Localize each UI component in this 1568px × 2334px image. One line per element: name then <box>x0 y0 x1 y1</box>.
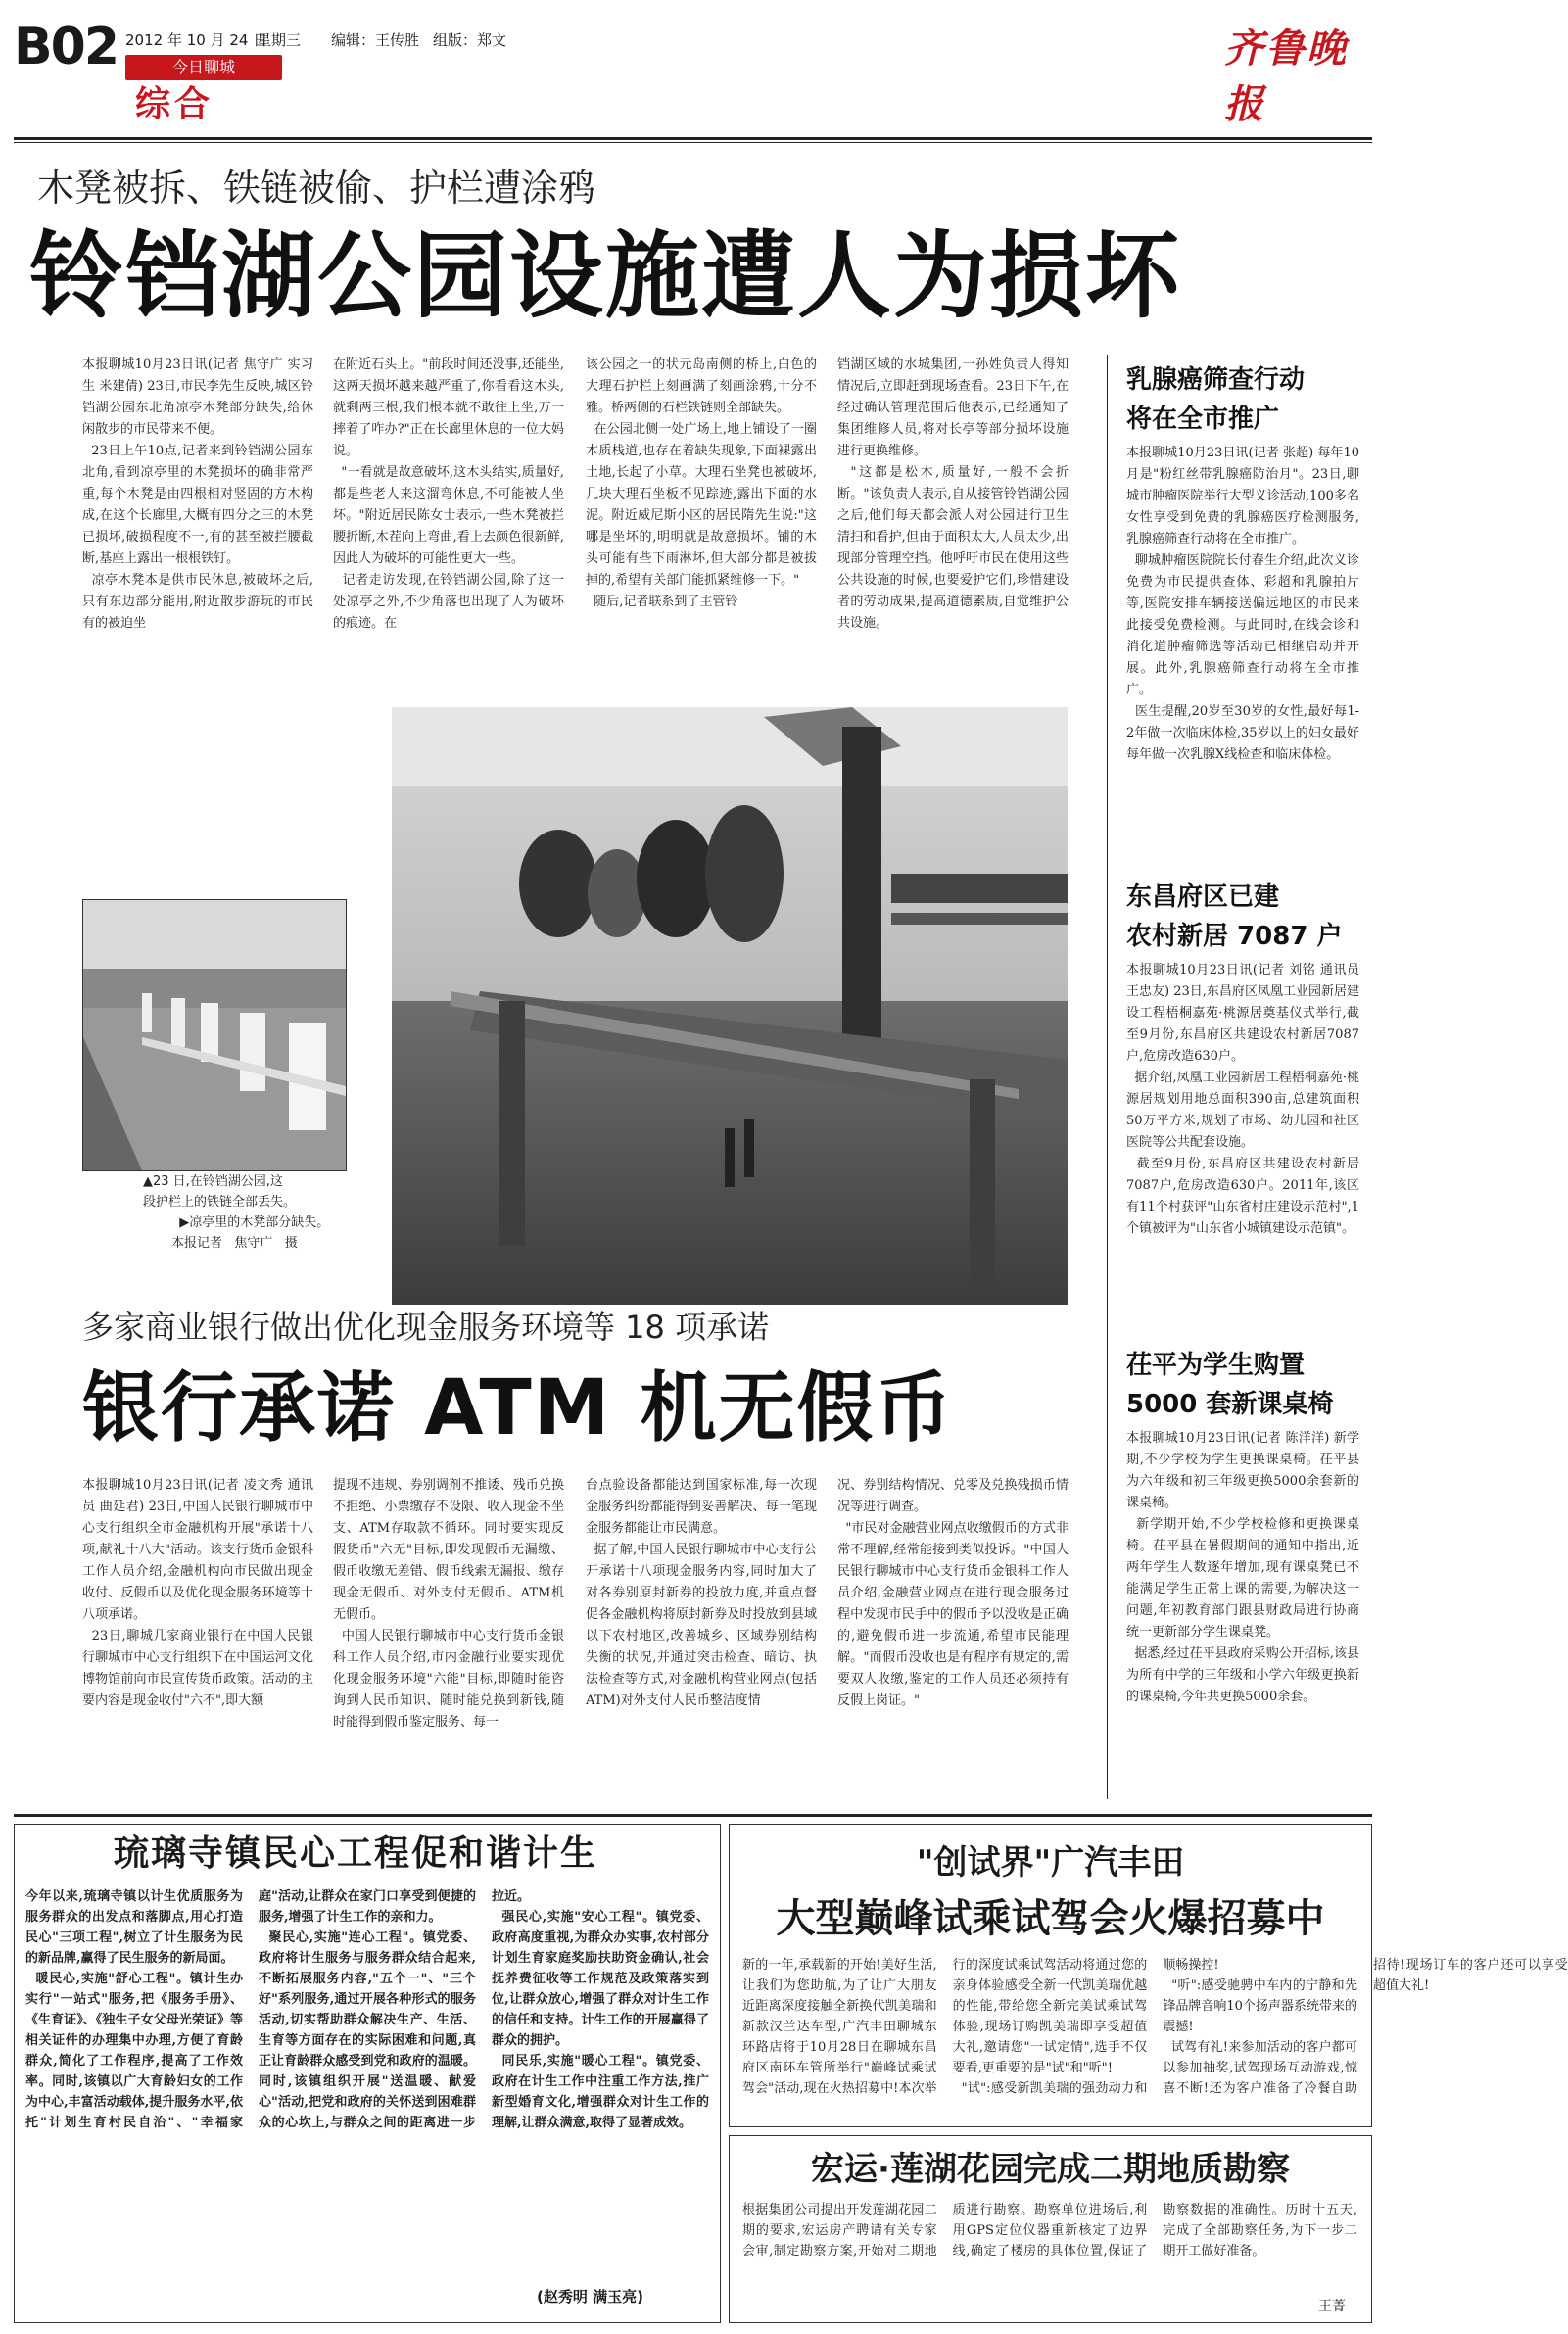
sidebar-body-3: 本报聊城10月23日讯(记者 陈洋洋) 新学期,不少学校为学生更换课桌椅。茌平县为六年级和初三年级更换5000余套新的课桌椅。 新学期开始,不少学校检修和更换课桌椅。茌平县在暑假期间的通知中指出,近两年学生人数逐年增加,现有课桌凳已不能满足学生正常上课的需要,为解决这一问题,年初教育部门跟县财政局进行协商统一更新部分学生课桌凳。 据悉,经过茌平县政府采购公开招标,该县为所有中学的三年级和小学六年级更换新的课桌椅,今年共更换5000余套。 <box>1126 1431 1360 1704</box>
ad-right2-byline: 王菁 <box>1318 2299 1346 2314</box>
story2-column-3: 台点验设备都能达到国家标准,每一次现金服务纠纷都能得到妥善解决、每一笔现金服务都能让市民满意。 据了解,中国人民银行聊城市中心支行公开承诺十八项现金服务内容,同时加大了对各券别原封新券的投放力度,并重点督促各金融机构将原封新券及时投放到县域以下农村地区,改善城乡、区域券别结构失衡的状况,并通过突击检查、暗访、执法检查等方式,对金融机构营业网点(包括ATM)对外支付人民币整洁度情 <box>586 1478 818 1708</box>
sidebar-headline-2: 东昌府区已建 农村新居 7087 户 <box>1126 882 1343 951</box>
ad-right1-kicker: "创试界"广汽丰田 <box>916 1843 1185 1882</box>
page-date: 2012 年 10 月 24 日 <box>125 31 268 49</box>
story2-headline: 银行承诺 ATM 机无假币 <box>82 1364 954 1453</box>
story1-column-1: 本报聊城10月23日讯(记者 焦守广 实习生 米建倩) 23日,市民李先生反映,城区铃铛湖公园东北角凉亭木凳部分缺失,给休闲散步的市民带来不便。 23日上午10点,记者来到铃铛湖公园东北角,看到凉亭里的木凳损坏的确非常严重,每个木凳是由四根相对竖固的方木构成,在这个长廊里,大概有四分之三的木凳已损坏,破损程度不一,有的甚至被拦腰截断,基座上露出一根根铁钉。 凉亭木凳本是供市民休息,被破坏之后,只有东边部分能用,附近散步游玩的市民有的被迫坐 <box>82 357 314 631</box>
ad-right1-body: 新的一年,承载新的开始!美好生活,让我们为您助航,为了让广大朋友近距离深度接触全新换代凯美瑞和新款汉兰达车型,广汽丰田聊城东环路店将于10月28日在聊城东昌府区南环车管所举行"巅峰试乘试驾会"活动,现在火热招募中!本次举行的深度试乘试驾活动将通过您的亲身体验感受全新一代凯美瑞优越的性能,带给您全新完美试乘试驾体验,现场订购凯美瑞即享受超值大礼,邀请您"一试定情",选手不仅要看,更重要的是"试"和"听"! "试":感受新凯美瑞的强劲动力和顺畅操控! "听":感受驰骋中车内的宁静和先锋品牌音响10个扬声器系统带来的震撼! 试驾有礼!来参加活动的客户都可以参加抽奖,试驾现场互动游戏,惊喜不断!还为客户准备了冷餐自助招待!现场订车的客户还可以享受超值大礼! <box>742 1958 1568 2096</box>
bench-photo <box>392 707 1068 1305</box>
page-weekday: 星期三 <box>257 31 302 49</box>
story1-column-2: 在附近石头上。"前段时间还没事,还能坐,这两天损坏越来越严重了,你看看这木头,就剩两三根,我们根本就不敢往上坐,万一摔着了咋办?"正在长廊里休息的一位大妈说。 "一看就是故意破坏,这木头结实,质量好,都是些老人来这溜弯休息,不可能被人坐坏。"附近居民陈女士表示,一些木凳被拦腰折断,木茬向上弯曲,看上去颜色很新鲜,因此人为破坏的可能性更大一些。 记者走访发现,在铃铛湖公园,除了这一处凉亭之外,不少角落也出现了人为破坏的痕迹。在 <box>333 357 565 631</box>
sidebar-body-1: 本报聊城10月23日讯(记者 张超) 每年10月是"粉红丝带乳腺癌防治月"。23日,聊城市肿瘤医院举行大型义诊活动,100多名女性享受到免费的乳腺癌医疗检测服务,乳腺癌筛查行动将在全市推广。 聊城肿瘤医院院长付春生介绍,此次义诊免费为市民提供查体、彩超和乳腺拍片等,医院安排车辆接送偏远地区的市民来此接受免费检测。与此同时,在线会诊和消化道肿瘤筛选等活动已相继启动并开展。此外,乳腺癌筛查行动将在全市推广。 医生提醒,20岁至30岁的女性,最好每1-2年做一次临床体检,35岁以上的妇女最好每年做一次乳腺X线检查和临床体检。 <box>1126 446 1360 762</box>
section-tag: 今日聊城 <box>125 55 282 80</box>
newspaper-logo: 齐鲁晚报 <box>1224 25 1348 127</box>
page-layout-credit: 组版：郑文 <box>433 31 507 49</box>
story1-column-3: 该公园之一的状元岛南侧的桥上,白色的大理石护栏上刻画满了刻画涂鸦,十分不雅。桥两侧的石栏铁链则全部缺失。 在公园北侧一处广场上,地上铺设了一圈木质栈道,也存在着缺失现象,下面裸露出土地,长起了小草。大理石坐凳也被破坏,几块大理石坐板不见踪迹,露出下面的水泥。附近威尼斯小区的居民隋先生说:"这哪是坐坏的,明明就是故意损坏。铺的木头可能有些下雨淋坏,但大部分都是被拔掉的,希望有关部门能抓紧维修一下。" 随后,记者联系到了主管铃 <box>586 357 818 609</box>
railing-photo <box>82 899 347 1171</box>
story1-column-4: 铛湖区域的水城集团,一孙姓负责人得知情况后,立即赶到现场查看。23日下午,在经过确认管理范围后他表示,已经通知了集团维修人员,将对长亭等部分损坏设施进行更换维修。 "这都是松木,质量好,一般不会折断。"该负责人表示,自从接管铃铛湖公园之后,他们每天都会派人对公园进行卫生清扫和看护,但由于面积太大,人员太少,出现部分管理空挡。他呼吁市民在使用这些公共设施的时候,也要爱护它们,珍惜建设者的劳动成果,提高道德素质,自觉维护公共设施。 <box>837 357 1069 631</box>
story2-column-1: 本报聊城10月23日讯(记者 凌文秀 通讯员 曲延君) 23日,中国人民银行聊城市中心支行组织全市金融机构开展"承诺十八项,献礼十八大"活动。该支行货币金银科工作人员介绍,金融机构向市民做出现金收付、反假币以及优化现金服务环境等十八项承诺。 23日,聊城几家商业银行在中国人民银行聊城市中心支行组织下在中国运河文化博物馆前向市民宣传货币政策。活动的主要内容是现金收付"六不",即大额 <box>82 1478 313 1708</box>
story2-column-2: 提现不违规、券别调剂不推诿、残币兑换不拒绝、小票缴存不设限、收入现金不坐支、ATM存取款不循环。同时要实现反假货币"六无"目标,即发现假币无漏缴、假币收缴无差错、假币线索无漏报、缴存现金无假币、对外支付无假币、ATM机无假币。 中国人民银行聊城市中心支行货币金银科工作人员介绍,市内金融行业要实现优化现金服务环境"六能"目标,即随时能咨询到人民币知识、随时能兑换到新钱,随时能得到假币鉴定服务、每一 <box>333 1478 564 1730</box>
story1-headline: 铃铛湖公园设施遭人为损坏 <box>29 221 1181 331</box>
ads-divider <box>14 1814 1372 1817</box>
ad-right1-headline: 大型巅峰试乘试驾会火爆招募中 <box>776 1896 1325 1941</box>
ad-right2-body: 根据集团公司提出开发莲湖花园二期的要求,宏运房产聘请有关专家会审,制定勘察方案,开始对二期地质进行勘察。勘察单位进场后,利用GPS定位仪器重新核定了边界线,确定了楼房的具体位置,保证了勘察数据的准确性。历时十五天,完成了全部勘察任务,为下一步二期开工做好准备。 <box>742 2203 1357 2259</box>
section-name: 综合 <box>135 84 214 124</box>
sidebar-headline-1: 乳腺癌筛查行动 将在全市推广 <box>1126 365 1306 434</box>
masthead-divider <box>14 137 1372 140</box>
story2-kicker: 多家商业银行做出优化现金服务环境等 18 项承诺 <box>82 1309 770 1346</box>
masthead-divider-thin <box>14 142 1372 143</box>
ad-left-headline: 琉璃寺镇民心工程促和谐计生 <box>114 1834 598 1874</box>
photo-caption: ▲23 日,在铃铛湖公园,这 段护栏上的铁链全部丢失。 ▶凉亭里的木凳部分缺失。 本报记者 焦守广 摄 <box>143 1174 330 1251</box>
page-code: B02 <box>14 18 118 76</box>
ad-left-byline: (赵秀明 满玉亮) <box>537 2288 643 2306</box>
sidebar-divider <box>1107 355 1108 1799</box>
ad-left-body: 今年以来,琉璃寺镇以计生优质服务为服务群众的出发点和落脚点,用心打造民心"三项工程",树立了计生服务为民的新品牌,赢得了民生服务的新局面。 暖民心,实施"舒心工程"。镇计生办实行"一站式"服务,把《服务手册》、《生育证》、《独生子女父母光荣证》等相关证件的办理集中办理,方便了育龄群众,简化了工作程序,提高了工作效率。同时,该镇以广大育龄妇女的工作为中心,丰富活动载体,提升服务水平,依托"计划生育村民自治"、"幸福家庭"活动,让群众在家门口享受到便捷的服务,增强了计生工作的亲和力。 聚民心,实施"连心工程"。镇党委、政府将计生服务与服务群众结合起来,不断拓展服务内容,"五个一"、"三个好"系列服务,通过开展各种形式的服务活动,切实帮助群众解决生产、生活、生育等方面存在的实际困难和问题,真正让育龄群众感受到党和政府的温暖。同时,该镇组织开展"送温暖、献爱心"活动,把党和政府的关怀送到困难群众的心坎上,与群众之间的距离进一步拉近。 强民心,实施"安心工程"。镇党委、政府高度重视,为群众办实事,农村部分计划生育家庭奖励扶助资金确认,社会抚养费征收等工作规范及政策落实到位,让群众放心,增强了群众对计生工作的信任和支持。计生工作的开展赢得了群众的拥护。 同民乐,实施"暖心工程"。镇党委、政府在计生工作中注重工作方法,推广新型婚育文化,增强群众对计生工作的理解,让群众满意,取得了显著成效。 <box>25 1889 709 2130</box>
story2-column-4: 况、券别结构情况、兑零及兑换残损币情况等进行调查。 "市民对金融营业网点收缴假币的方式非常不理解,经常能接到类似投诉。"中国人民银行聊城市中心支行货币金银科工作人员介绍,金融营业网点在进行现金服务过程中发现市民手中的假币予以没收是正确的,避免假币进一步流通,希望市民能理解。"而假币没收也是有程序有规定的,需要双人收缴,鉴定的工作人员还必须持有反假上岗证。" <box>837 1478 1069 1708</box>
story1-kicker: 木凳被拆、铁链被偷、护栏遭涂鸦 <box>37 167 596 210</box>
sidebar-headline-3: 茌平为学生购置 5000 套新课桌椅 <box>1126 1351 1334 1419</box>
ad-right2-headline: 宏运·莲湖花园完成二期地质勘察 <box>811 2150 1290 2189</box>
sidebar-body-2: 本报聊城10月23日讯(记者 刘铭 通讯员 王忠友) 23日,东昌府区凤凰工业园新居建设工程梧桐嘉苑·桃源居奠基仪式举行,截至9月份,东昌府区共建设农村新居7087户,危房改造630户。 据介绍,凤凰工业园新居工程梧桐嘉苑·桃源居规划用地总面积390亩,总建筑面积50万平方米,规划了市场、幼儿园和社区医院等公共配套设施。 截至9月份,东昌府区共建设农村新居7087户,危房改造630户。2011年,该区有11个村获评"山东省村庄建设示范村",1个镇被评为"山东省小城镇建设示范镇"。 <box>1126 963 1360 1236</box>
page-editor: 编辑：王传胜 <box>331 31 420 49</box>
